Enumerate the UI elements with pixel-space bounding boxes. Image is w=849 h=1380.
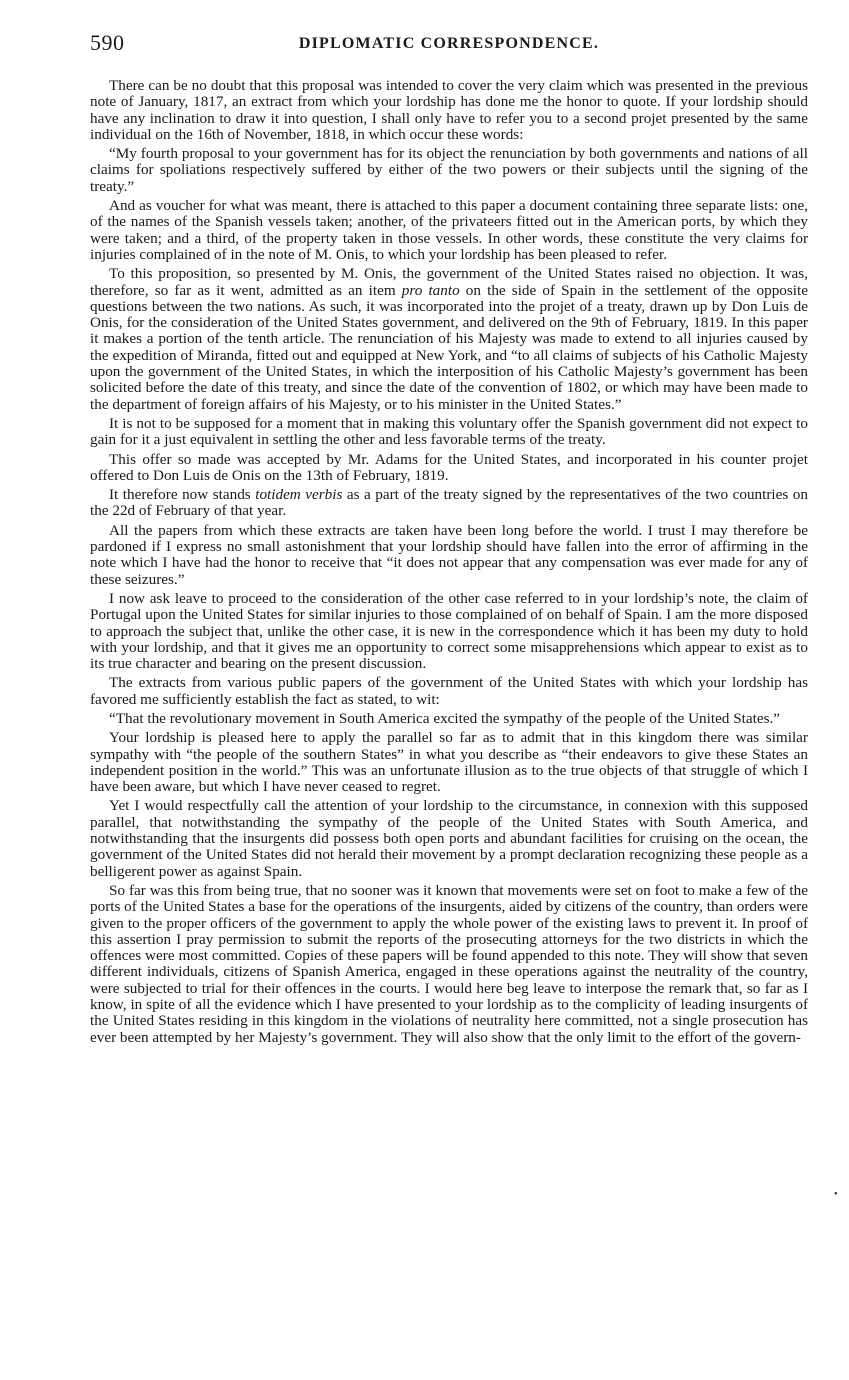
- paragraph: And as voucher for what was meant, there is attached to this paper a document containing three separate lists: one, of the names of the Spanish vessels taken; another, of the privateers fitted out in the American ports, by which they were taken; and a third, of the property taken in those vessels. In other words, these constitute the very claims for injuries complained of in the note of M. Onis, to which your lordship has been pleased to refer.: [90, 197, 808, 263]
- paragraph: All the papers from which these extracts are taken have been long before the world. I trust I may therefore be pardoned if I express no small astonishment that your lordship should have fallen into the error of affirming in the note which I have had the honor to receive that “it does not appear that any compensation was ever made for any of these seizures.”: [90, 521, 808, 588]
- paragraph: Your lordship is pleased here to apply the parallel so far as to admit that in this kingdom there was similar sympathy with “the people of the southern States” in what you describe as “their endeavors to give these States an independent position in the world.” This was an unfortunate illusion as to the true objects of that struggle of which I have been aware, but which I have never ceased to regret.: [90, 729, 808, 796]
- paragraph: [90, 266, 808, 413]
- paragraph: This offer so made was accepted by Mr. Adams for the United States, and incorporated in his counter projet offered to Don Luis de Onis on the 13th of February, 1819.: [90, 450, 808, 484]
- paragraph-text: It therefore now stands: [109, 486, 256, 504]
- margin-dot-mark: •: [834, 1189, 838, 1200]
- paragraph: [90, 487, 808, 520]
- paragraph: “That the revolutionary movement in South America excited the sympathy of the people of the United States.”: [109, 709, 781, 727]
- paragraph: I now ask leave to proceed to the consideration of the other case referred to in your lordship’s note, the claim of Portugal upon the United States for similar injuries to those complained of on behalf of Spain. I am the more disposed to approach the subject that, unlike the other case, it is new in the correspondence which it has been my duty to hold with your lordship, and that it gives me an opportunity to correct some misapprehensions which appear to exist as to its true character and bearing on the present discussion.: [90, 589, 808, 673]
- paragraph: So far was this from being true, that no sooner was it known that movements were set on foot to make a few of the ports of the United States a base for the operations of the insurgents, aided by citizens of the country, than orders were given to the proper officers of the government to apply the whole power of the existing laws to prevent it. In proof of this assertion I pray permission to submit the reports of the prosecuting attorneys for the two districts in which the offences were most committed. Copies of these papers will be found appended to this note. They will show that seven different individuals, citizens of Spanish America, engaged in these operations against the neutrality of the country, were subjected to trial for their offences in the courts. I would here beg leave to interpose the remark that, so far as I know, in spite of all the evidence which I have presented to your lordship as to the complicity of leading insurgents of the United States residing in this kingdom in the violations of neutrality here committed, not a single prosecution has ever been attempted by her Majesty’s government. They will also show that the only limit to the effort of the govern-: [90, 881, 808, 1046]
- paragraph-text: on the side of Spain in the settlement of the opposite questions between the two nations. As such, it was incorporated into the projet of a treaty, drawn up by Don Luis de Onis, for the consideration of the United States government, and delivered on the 9th of February, 1819. In this paper it makes a portion of the tenth article. The renunciation of his Majesty was made to extend to all injuries caused by the expedition of Miranda, fitted out and equipped at New York, and “to all claims of subjects of his Catholic Majesty upon the government of the United States, in which the interposition of his Catholic Majesty’s government has been solicited before the date of this treaty, and since the date of the convention of 1802, or which may have been made to the department of foreign affairs of his Majesty, or to his minister in the United States.”: [90, 281, 808, 413]
- italic-phrase: totidem verbis: [255, 486, 343, 504]
- paragraph: The extracts from various public papers of the government of the United States with which your lordship has favored me sufficiently establish the fact as stated, to wit:: [90, 674, 808, 708]
- body-text: [90, 78, 808, 1049]
- paragraph: There can be no doubt that this proposal was intended to cover the very claim which was presented in the previous note of January, 1817, an extract from which your lordship has done me the honor to quote. If your lordship should have any inclination to draw it into question, I shall only have to refer you to a second projet presented by the same individual on the 16th of November, 1818, in which occur these words:: [90, 77, 808, 143]
- running-title: DIPLOMATIC CORRESPONDENCE.: [298, 35, 600, 52]
- italic-phrase: pro tanto: [401, 281, 460, 299]
- paragraph-text: To this proposition, so presented by M. Onis, the government of the United States raised no objection. It was, therefore, so far as it went, admitted as an item: [90, 265, 808, 299]
- paragraph-text: as a part of the treaty signed by the representatives of the two countries on the 22d of February of that year.: [90, 486, 808, 520]
- paragraph: Yet I would respectfully call the attention of your lordship to the circumstance, in connexion with this supposed parallel, that notwithstanding the sympathy of the people of the United States with South America, and notwithstanding that the insurgents did possess both open ports and abundant facilities for cruising on the ocean, the government of the United States did not herald their movement by a prompt declaration recognizing these people as a belligerent power as against Spain.: [90, 797, 808, 880]
- paragraph: It is not to be supposed for a moment that in making this voluntary offer the Spanish government did not expect to gain for it a just equivalent in settling the other and less favorable terms of the treaty.: [90, 414, 808, 449]
- page-header: [90, 30, 808, 60]
- page-number: 590: [90, 30, 125, 55]
- paragraph: “My fourth proposal to your government has for its object the renunciation by both governments and nations of all claims for spoliations respectively suffered by either of the two powers or their subjects until the signing of the treaty.”: [90, 145, 808, 195]
